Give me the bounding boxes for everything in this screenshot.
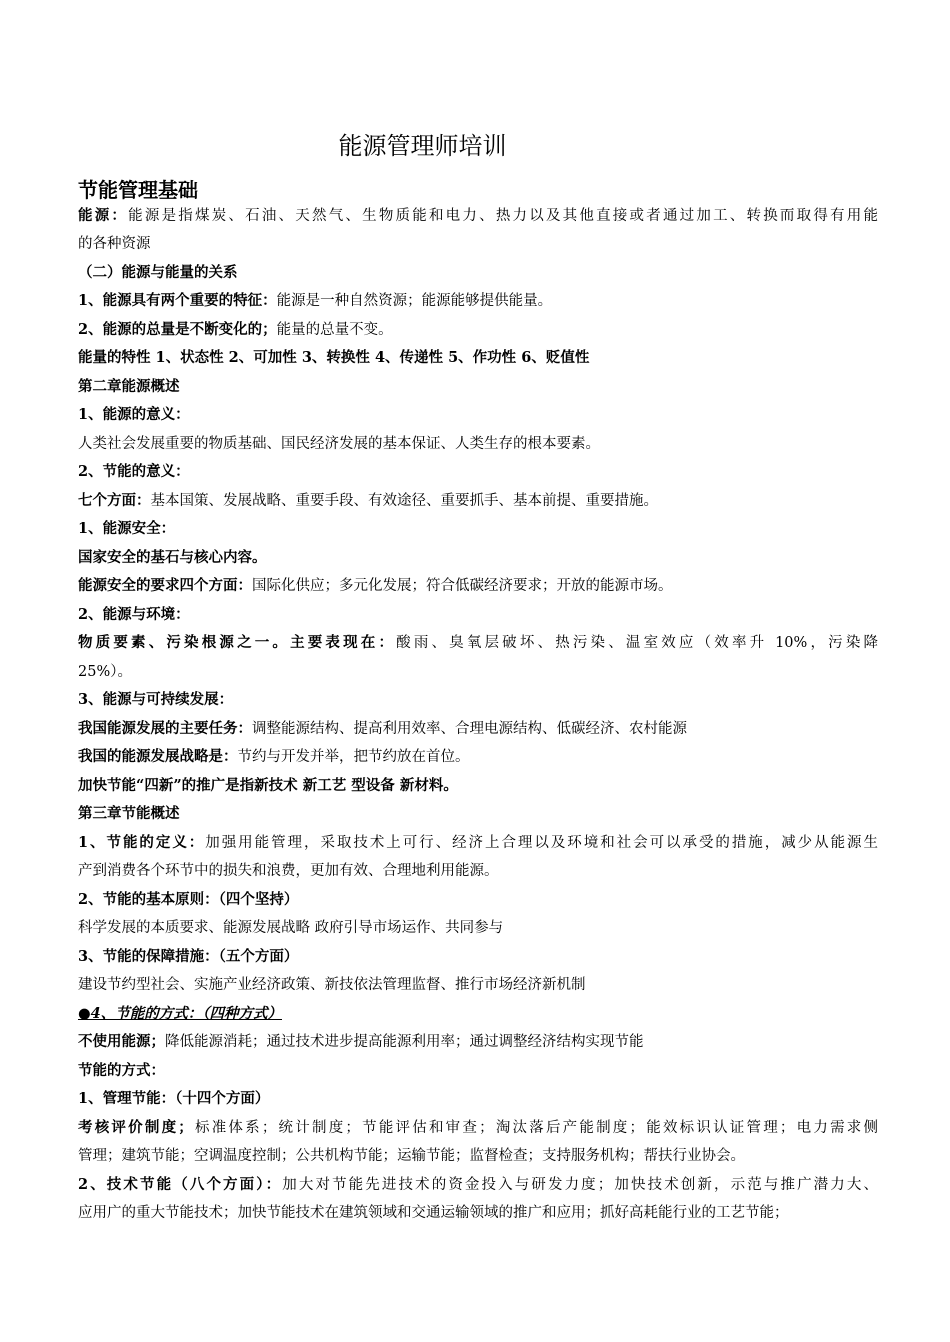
chapter-heading: 第二章能源概述 bbox=[78, 378, 180, 395]
subheading: 2、节能的基本原则：（四个坚持） bbox=[78, 891, 299, 908]
bold-term: 能源： bbox=[78, 207, 129, 224]
paragraph-line: 我国的能源发展战略是：节约与开发并举，把节约放在首位。 bbox=[78, 748, 470, 765]
paragraph-line: 能源：能源是指煤炭、石油、天然气、生物质能和电力、热力以及其他直接或者通过加工、转换而取得有用能 bbox=[78, 207, 878, 224]
paragraph-line: 科学发展的本质要求、能源发展战略 政府引导市场运作、共同参与 bbox=[78, 920, 504, 936]
paragraph-line: 2、技术节能（八个方面）：加大对节能先进技术的资金投入与研发力度；加快技术创新，示范与推广潜力大、 bbox=[78, 1176, 878, 1193]
paragraph-line: 的各种资源 bbox=[78, 236, 151, 252]
paragraph-line: 25%）。 bbox=[78, 664, 132, 680]
paragraph-line: 能源安全的要求四个方面：国际化供应；多元化发展；符合低碳经济要求；开放的能源市场。 bbox=[78, 577, 673, 594]
subheading: 1、能源安全： bbox=[78, 520, 176, 537]
subheading: 2、能源与环境： bbox=[78, 606, 190, 623]
paragraph-line: 1、节能的定义：加强用能管理，采取技术上可行、经济上合理以及环境和社会可以承受的措施，减少从能源生 bbox=[78, 834, 878, 851]
paragraph-line: 人类社会发展重要的物质基础、国民经济发展的基本保证、人类生存的根本要素。 bbox=[78, 436, 600, 452]
paragraph-line: 考核评价制度；标准体系；统计制度；节能评估和审查；淘汰落后产能制度；能效标识认证管理；电力需求侧 bbox=[78, 1119, 878, 1136]
paragraph-line: 管理；建筑节能；空调温度控制；公共机构节能；运输节能；监督检查；支持服务机构；帮扶行业协会。 bbox=[78, 1148, 745, 1164]
section-heading: 节能管理基础 bbox=[78, 178, 198, 202]
subheading: 2、节能的意义： bbox=[78, 463, 190, 480]
paragraph-line: 应用广的重大节能技术；加快节能技术在建筑领域和交通运输领域的推广和应用；抓好高耗能行业的工艺节能； bbox=[78, 1205, 789, 1221]
paragraph-line: 不使用能源；降低能源消耗；通过技术进步提高能源利用率；通过调整经济结构实现节能 bbox=[78, 1033, 644, 1050]
subheading: 3、能源与可持续发展： bbox=[78, 691, 234, 708]
document-title: 能源管理师培训 bbox=[338, 132, 507, 160]
paragraph-line: 2、能源的总量是不断变化的；能量的总量不变。 bbox=[78, 321, 393, 338]
paragraph-line: 七个方面：基本国策、发展战略、重要手段、有效途径、重要抓手、基本前提、重要措施。 bbox=[78, 492, 658, 509]
paragraph-line: 物质要素、污染根源之一。主要表现在：酸雨、臭氧层破坏、热污染、温室效应（效率升 10%，污染降 bbox=[78, 634, 878, 651]
paragraph-line: 国家安全的基石与核心内容。 bbox=[78, 549, 267, 566]
subheading: 3、节能的保障措施：（五个方面） bbox=[78, 948, 299, 965]
subheading: 节能的方式： bbox=[78, 1062, 165, 1079]
paragraph-line: 1、能源具有两个重要的特征：能源是一种自然资源；能源能够提供能量。 bbox=[78, 292, 553, 309]
subheading: 1、管理节能：（十四个方面） bbox=[78, 1090, 270, 1107]
paragraph-line: 我国能源发展的主要任务：调整能源结构、提高利用效率、合理电源结构、低碳经济、农村能源 bbox=[78, 720, 687, 737]
paragraph-line: 产到消费各个环节中的损失和浪费，更加有效、合理地利用能源。 bbox=[78, 863, 499, 879]
subheading: （二）能源与能量的关系 bbox=[78, 264, 238, 281]
subheading: 1、能源的意义： bbox=[78, 406, 190, 423]
paragraph-line: 加快节能“四新”的推广是指新技术 新工艺 型设备 新材料。 bbox=[78, 777, 458, 794]
paragraph-line: 建设节约型社会、实施产业经济政策、新技依法管理监督、推行市场经济新机制 bbox=[78, 977, 586, 993]
chapter-heading: 第三章节能概述 bbox=[78, 805, 180, 822]
paragraph-line: 能量的特性 1、状态性 2、可加性 3、转换性 4、传递性 5、作功性 6、贬值性 bbox=[78, 349, 590, 366]
subheading: ●4、节能的方式：（四种方式） bbox=[78, 1005, 282, 1022]
